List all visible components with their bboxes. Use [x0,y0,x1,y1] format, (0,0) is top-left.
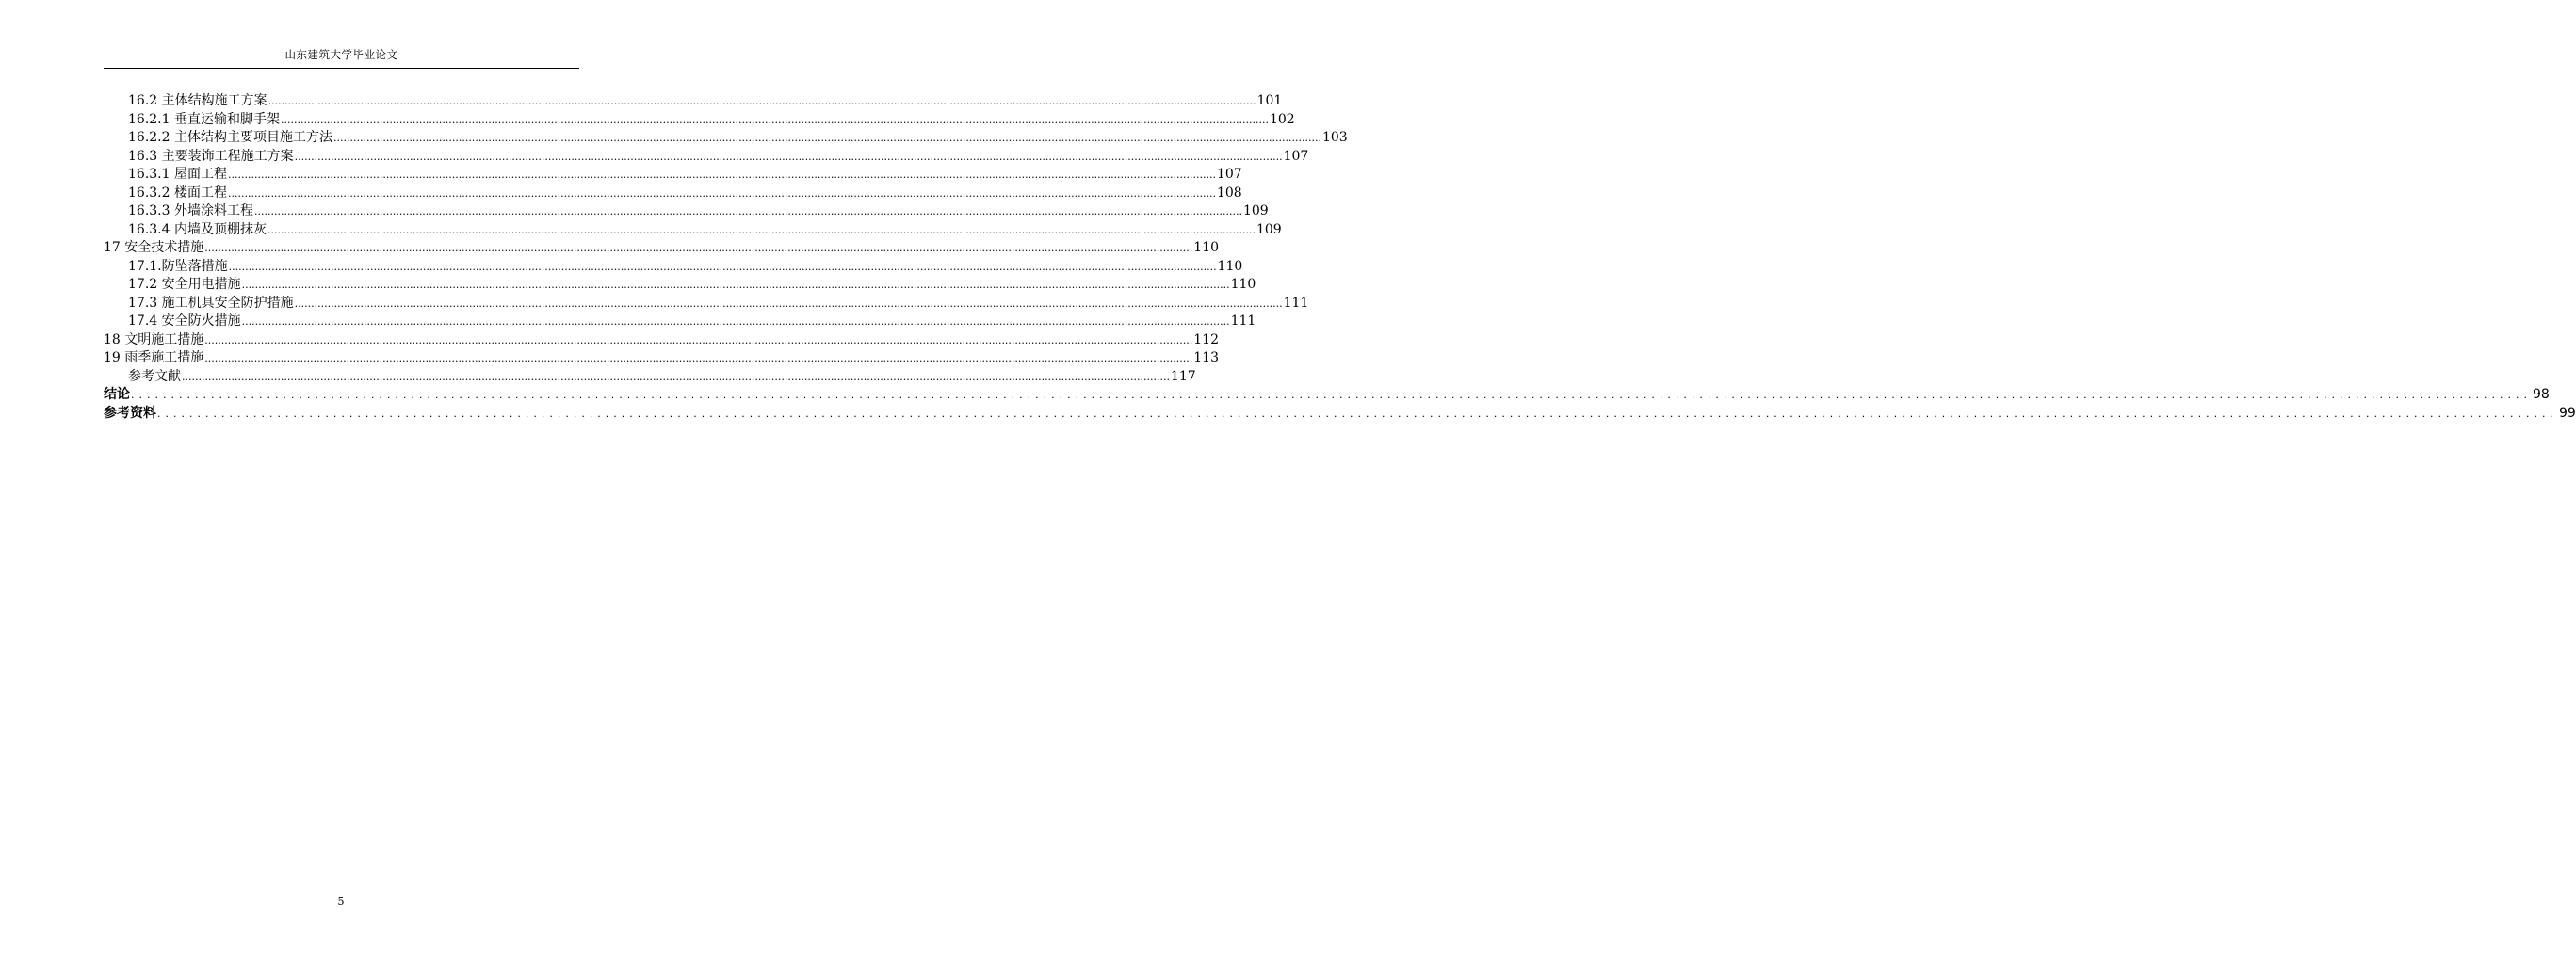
toc-entry-page: 98 [2532,387,2550,402]
page-header-title: 山东建筑大学毕业论文 [284,48,398,61]
toc-entry[interactable] [104,274,1256,293]
toc-entry-label: 16.3.4 内墙及顶棚抹灰 [128,221,267,237]
toc-entry[interactable] [104,164,1242,183]
toc-entry[interactable] [104,237,1219,256]
toc-entry-page: 111 [1230,313,1256,329]
toc-leader-dots: ............................................................................................................................................................................................................................................................................................................ [157,407,2558,420]
toc-entry-label: 16.3.2 楼面工程 [128,185,227,201]
toc-entry-page: 107 [1283,148,1309,164]
toc-entry-page: 117 [1170,368,1196,384]
toc-entry[interactable] [104,403,2576,422]
toc-entry[interactable] [104,90,1283,109]
toc-entry-label: 结论 [104,387,130,402]
toc-entry-label: 16.2.1 垂直运输和脚手架 [128,111,280,127]
toc-leader-dots: ............................................................................................................................................................................................................................................................................................................ [228,260,1217,273]
toc-leader-dots: ............................................................................................................................................................................................................................................................................................................ [294,150,1283,163]
toc-entry-label: 17 安全技术措施 [104,240,204,255]
toc-entry-page: 99 [2558,405,2576,421]
page-number: 5 [337,895,345,908]
toc-entry-label: 18 文明施工措施 [104,331,204,347]
toc-entry-page: 108 [1216,185,1242,201]
toc-entry-label: 17.1.防坠落措施 [128,258,228,274]
toc-leader-dots: ............................................................................................................................................................................................................................................................................................................ [267,95,1256,107]
toc-entry[interactable] [104,146,1309,165]
toc-entry-label: 参考资料 [104,405,156,421]
toc-entry-label: 16.3.1 屋面工程 [128,167,227,182]
toc-entry-label: 参考文献 [128,368,181,384]
toc-entry-label: 17.3 施工机具安全防护措施 [128,295,294,311]
toc-entry[interactable] [104,384,2550,403]
toc-entry-label: 17.4 安全防火措施 [128,313,241,329]
toc-entry-page: 109 [1242,203,1269,218]
toc-entry[interactable] [104,127,1348,146]
toc-entry[interactable] [104,329,1219,348]
toc-entry-label: 16.3.3 外墙涂料工程 [128,203,253,218]
toc-leader-dots: ............................................................................................................................................................................................................................................................................................................ [332,132,1321,144]
toc-entry-page: 110 [1217,258,1243,274]
toc-entry[interactable] [104,109,1295,128]
toc-leader-dots: ............................................................................................................................................................................................................................................................................................................ [204,352,1193,364]
toc-leader-dots: ............................................................................................................................................................................................................................................................................................................ [227,186,1216,200]
header-rule [104,68,579,69]
toc-entry-label: 17.2 安全用电措施 [128,277,241,292]
toc-entry-page: 110 [1193,240,1219,255]
toc-entry-page: 112 [1193,331,1219,347]
toc-entry-page: 107 [1216,167,1242,182]
toc-leader-dots: ............................................................................................................................................................................................................................................................................................................ [204,242,1193,254]
toc-entry[interactable] [104,347,1219,366]
toc-leader-dots: ............................................................................................................................................................................................................................................................................................................ [241,315,1230,328]
toc-entry-page: 113 [1193,350,1219,365]
toc-entry-label: 16.2.2 主体结构主要项目施工方法 [128,130,332,145]
toc-entry-label: 16.2 主体结构施工方案 [128,93,267,108]
toc-leader-dots: ............................................................................................................................................................................................................................................................................................................ [182,370,1170,383]
toc-entry[interactable] [104,311,1256,329]
toc-entry[interactable] [104,201,1269,219]
toc-entry-page: 103 [1321,130,1348,145]
table-of-contents [104,90,2576,421]
toc-leader-dots: ............................................................................................................................................................................................................................................................................................................ [267,223,1256,236]
toc-entry-page: 111 [1283,295,1309,311]
toc-entry-page: 109 [1256,221,1282,237]
toc-leader-dots: ............................................................................................................................................................................................................................................................................................................ [253,205,1242,217]
toc-leader-dots: ............................................................................................................................................................................................................................................................................................................ [241,279,1230,291]
toc-entry-label: 19 雨季施工措施 [104,350,204,365]
toc-entry-label: 16.3 主要装饰工程施工方案 [128,148,294,164]
toc-entry-page: 101 [1256,93,1283,108]
toc-entry[interactable] [104,293,1309,312]
toc-entry[interactable] [104,183,1242,201]
toc-entry[interactable] [104,256,1243,275]
toc-entry[interactable] [104,219,1282,238]
toc-leader-dots: ............................................................................................................................................................................................................................................................................................................ [204,333,1193,346]
toc-entry-page: 110 [1230,277,1256,292]
toc-entry[interactable] [104,366,1196,385]
toc-leader-dots: ............................................................................................................................................................................................................................................................................................................ [131,389,2532,401]
toc-leader-dots: ............................................................................................................................................................................................................................................................................................................ [294,297,1283,310]
toc-leader-dots: ............................................................................................................................................................................................................................................................................................................ [280,113,1269,126]
toc-entry-page: 102 [1269,111,1295,127]
toc-leader-dots: ............................................................................................................................................................................................................................................................................................................ [227,169,1216,181]
